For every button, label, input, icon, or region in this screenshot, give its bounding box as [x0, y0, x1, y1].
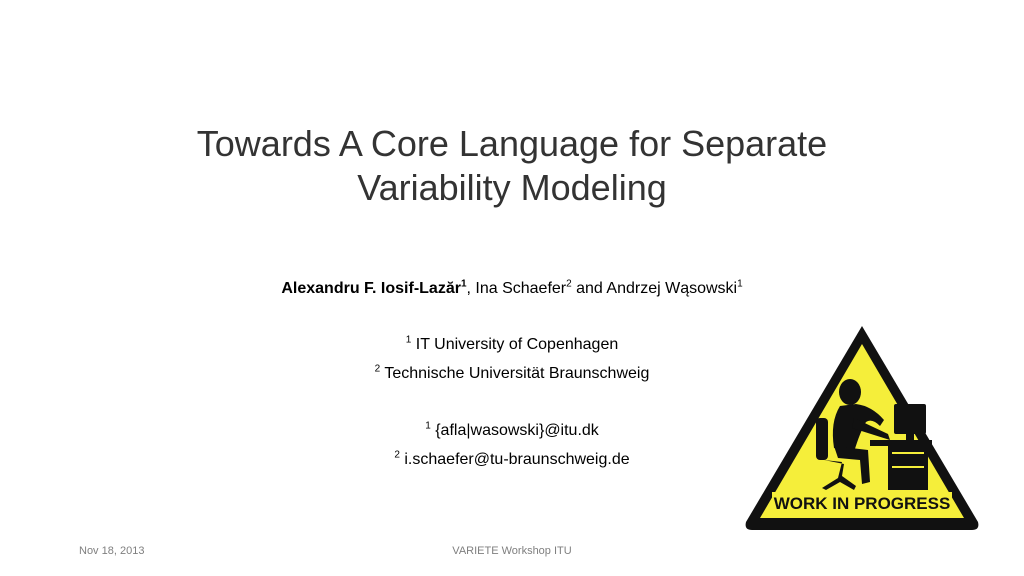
- sign-label-text: WORK IN PROGRESS: [773, 494, 951, 513]
- slide-title: [130, 122, 894, 210]
- affiliation-2-mark: 2: [374, 363, 381, 375]
- title-line-1: Towards A Core Language for Separate: [196, 123, 828, 164]
- author-separator: ,: [466, 280, 476, 297]
- affiliation-1-text: IT University of Copenhagen: [411, 336, 619, 353]
- footer-date: Nov 18, 2013: [79, 545, 145, 557]
- desk-top: [870, 440, 932, 446]
- author-2-name: Ina Schaefer: [475, 280, 567, 297]
- author-2-affiliation-mark: 2: [566, 278, 572, 290]
- email-1-mark: 1: [425, 420, 431, 432]
- footer-center-text: VARIETE Workshop ITU: [452, 545, 572, 557]
- author-separator: and: [571, 280, 607, 297]
- work-in-progress-sign-icon: [742, 322, 982, 534]
- email-2-mark: 2: [394, 449, 400, 461]
- monitor: [894, 404, 926, 434]
- author-list: [100, 278, 924, 300]
- worker-head: [839, 379, 861, 405]
- title-line-2: Variability Modeling: [357, 167, 667, 208]
- author-3-affiliation-mark: 1: [737, 278, 743, 290]
- email-1-text: {afla|wasowski}@itu.dk: [430, 422, 599, 439]
- author-1-name: Alexandru F. Iosif-Lazăr: [281, 280, 461, 297]
- email-2-text: i.schaefer@tu-braunschweig.de: [399, 451, 630, 468]
- affiliation-2-text: Technische Universität Braunschweig: [380, 365, 650, 382]
- author-3-name: Andrzej Wąsowski: [606, 280, 738, 297]
- chair-back: [816, 418, 828, 460]
- author-1-affiliation-mark: 1: [460, 278, 467, 290]
- affiliation-1-mark: 1: [405, 334, 412, 346]
